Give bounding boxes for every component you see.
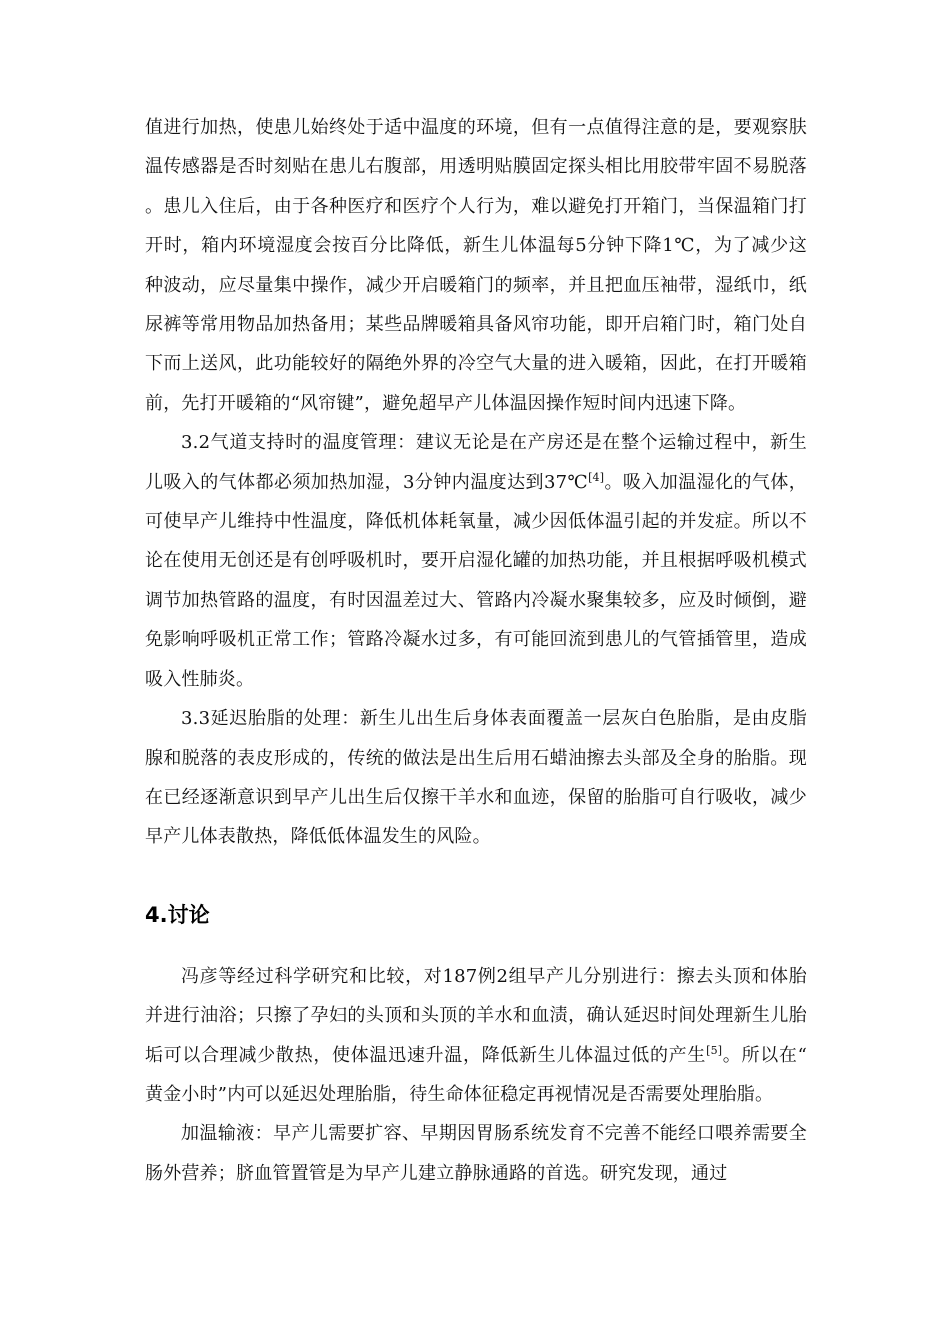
citation-4: [4]: [588, 470, 605, 484]
airway-text-part-2: 。吸入加温湿化的气体，可使早产儿维持中性温度，降低机体耗氧量，减少因低体温引起的并发症。所以不论在使用无创还是有创呼吸机时，要开启湿化罐的加热功能，并且根据呼吸机模式调节加热管路的温度，有时因温差过大、管路内冷凝水聚集较多，应及时倾倒，避免影响呼吸机正常工作；管路冷凝水过多，有可能回流到患儿的气管插管里，造成吸入性肺炎。: [145, 471, 807, 690]
section-spacer: [145, 929, 807, 957]
document-page: [145, 108, 807, 1193]
paragraph-vernix-handling: 3.3延迟胎脂的处理：新生儿出生后身体表面覆盖一层灰白色胎脂，是由皮脂腺和脱落的表皮形成的，传统的做法是出生后用石蜡油擦去头部及全身的胎脂。现在已经逐渐意识到早产儿出生后仅擦干羊水和血迹，保留的胎脂可自行吸收，减少早产儿体表散热，降低低体温发生的风险。: [145, 708, 807, 848]
paragraph-discussion-study: [145, 957, 807, 1115]
discussion-text-part-2: 。所以在“黄金小时”内可以延迟处理胎脂，待生命体征稳定再视情况是否需要处理胎脂。: [145, 1044, 807, 1105]
paragraph-airway-temperature: [145, 423, 807, 699]
paragraph-incubator-heating: 值进行加热，使患儿始终处于适中温度的环境，但有一点值得注意的是，要观察肤温传感器是否时刻贴在患儿右腹部，用透明贴膜固定探头相比用胶带牢固不易脱落。患儿入住后，由于各种医疗和医疗个人行为，难以避免打开箱门，当保温箱门打开时，箱内环境湿度会按百分比降低，新生儿体温每5分钟下降1℃，为了减少这种波动，应尽量集中操作，减少开启暖箱门的频率，并且把血压袖带，湿纸巾，纸尿裤等常用物品加热备用；某些品牌暖箱具备风帘功能，即开启箱门时，箱门处自下而上送风，此功能较好的隔绝外界的冷空气大量的进入暖箱，因此，在打开暖箱前，先打开暖箱的“风帘键”，避免超早产儿体温因操作短时间内迅速下降。: [145, 117, 807, 414]
airway-text-part-1: 3.2气道支持时的温度管理：建议无论是在产房还是在整个运输过程中，新生儿吸入的气体都必须加热加湿，3分钟内温度达到37℃: [145, 432, 807, 493]
section-heading-discussion: 4.讨论: [145, 902, 210, 927]
paragraph-warm-infusion: 加温输液：早产儿需要扩容、早期因胃肠系统发育不完善不能经口喂养需要全肠外营养；脐血管置管是为早产儿建立静脉通路的首选。研究发现，通过: [145, 1123, 807, 1184]
citation-5: [5]: [706, 1043, 723, 1057]
section-spacer: [145, 857, 807, 901]
discussion-text-part-1: 冯彦等经过科学研究和比较，对187例2组早产儿分别进行：擦去头顶和体胎并进行油浴；只擦了孕妇的头顶和头顶的羊水和血渍，确认延迟时间处理新生儿胎垢可以合理减少散热，使体温迅速升温，降低新生儿体温过低的产生: [145, 965, 807, 1066]
